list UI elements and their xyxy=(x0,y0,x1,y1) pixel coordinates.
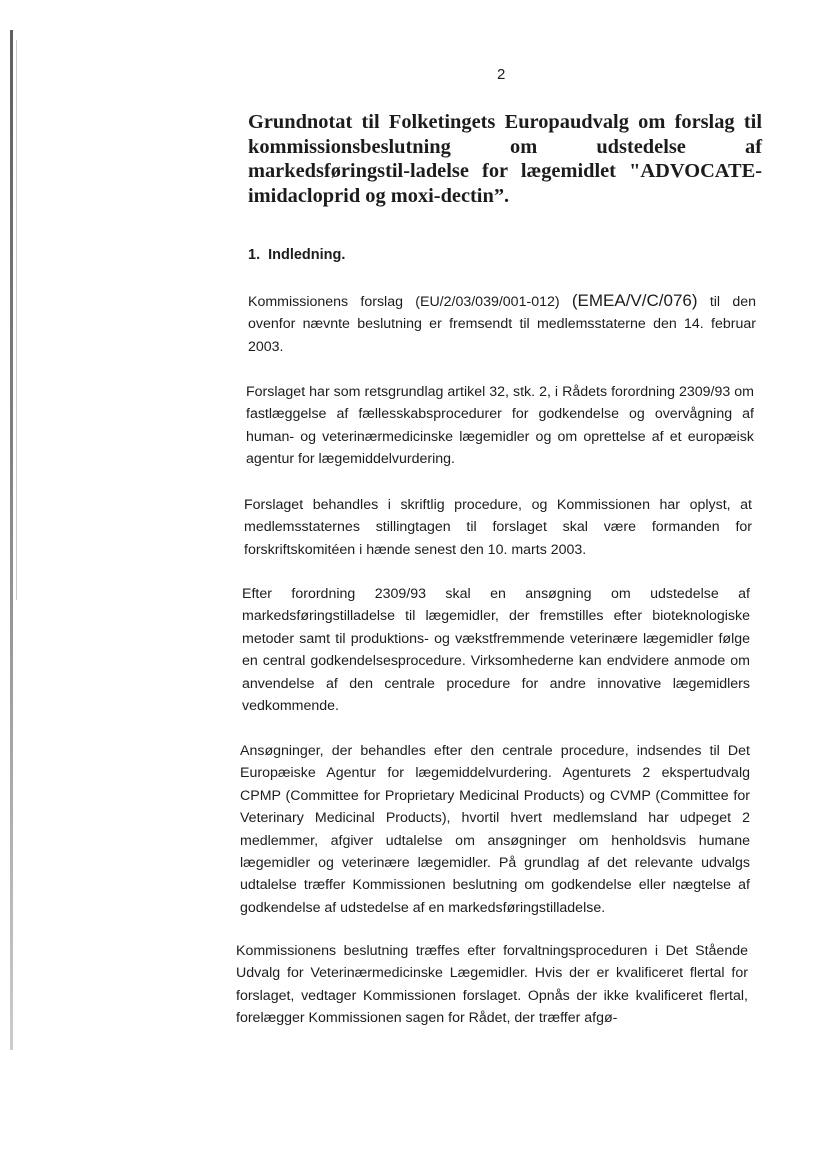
scan-edge-shadow xyxy=(10,30,13,1050)
paragraph-1 xyxy=(248,290,756,358)
paragraph-2: Forslaget har som retsgrundlag artikel 32, stk. 2, i Rådets forordning 2309/93 om fastlæggelse af fællesskabsprocedurer for godkendelse og overvågning af human- og veterinærmedicinske lægemidler og om oprettelse af et europæisk agentur for lægemiddelvurdering. xyxy=(246,384,754,468)
section-heading xyxy=(248,247,345,263)
page-number: 2 xyxy=(497,66,506,83)
paragraph-6: Kommissionens beslutning træffes efter forvaltningsproceduren i Det Stående Udvalg for Veterinærmedicinske Lægemidler. Hvis der er kvalificeret flertal for forslaget, vedtager Kommissionen forslaget. Opnås der ikke kvalificeret flertal, forelægger Kommissionen sagen for Rådet, der træffer afgø- xyxy=(236,943,748,1027)
scan-edge-line xyxy=(16,40,17,600)
paragraph-5: Ansøgninger, der behandles efter den centrale procedure, indsendes til Det Europæiske Agentur for lægemiddelvurdering. Agenturets 2 ekspertudvalg CPMP (Committee for Proprietary Medicinal Products) og CVMP (Committee for Veterinary Medicinal Products), hvortil hvert medlemsland har udpeget 2 medlemmer, afgiver udtalelse om ansøgninger om henholdsvis humane lægemidler og veterinære lægemidler. På grundlag af det relevante udvalgs udtalelse træffer Kommissionen beslutning om godkendelse eller nægtelse af godkendelse af udstedelse af en markedsføringstilladelse. xyxy=(240,743,750,916)
document-title: Grundnotat til Folketingets Europaudvalg om forslag til kommissionsbeslutning om udstedelse af markedsføringstil-ladelse for lægemidlet "ADVOCATE-imidacloprid og moxi-dectin”. xyxy=(248,111,762,207)
section-number: 1. xyxy=(248,247,261,263)
reference-code: (EMEA/V/C/076) xyxy=(571,291,698,310)
paragraph-4: Efter forordning 2309/93 skal en ansøgning om udstedelse af markedsføringstilladelse til lægemidler, der fremstilles efter bioteknologiske metoder samt til produktions- og vækstfremmende veterinære lægemidler følge en central godkendelsesprocedure. Virksomhederne kan endvidere anmode om anvendelse af den centrale procedure for andre innovative lægemidlers vedkommende. xyxy=(242,586,750,715)
paragraph-1-tail: til den ovenfor nævnte beslutning er fremsendt til medlemsstaterne den 14. februar 2003. xyxy=(248,294,756,355)
paragraph-3: Forslaget behandles i skriftlig procedure, og Kommissionen har oplyst, at medlemsstaternes stillingtagen til forslaget skal være formanden for forskriftskomitéen i hænde senest den 10. marts 2003. xyxy=(244,497,752,558)
section-title: Indledning. xyxy=(268,247,346,263)
paragraph-1-lead: Kommissionens forslag (EU/2/03/039/001-012) xyxy=(248,294,560,310)
